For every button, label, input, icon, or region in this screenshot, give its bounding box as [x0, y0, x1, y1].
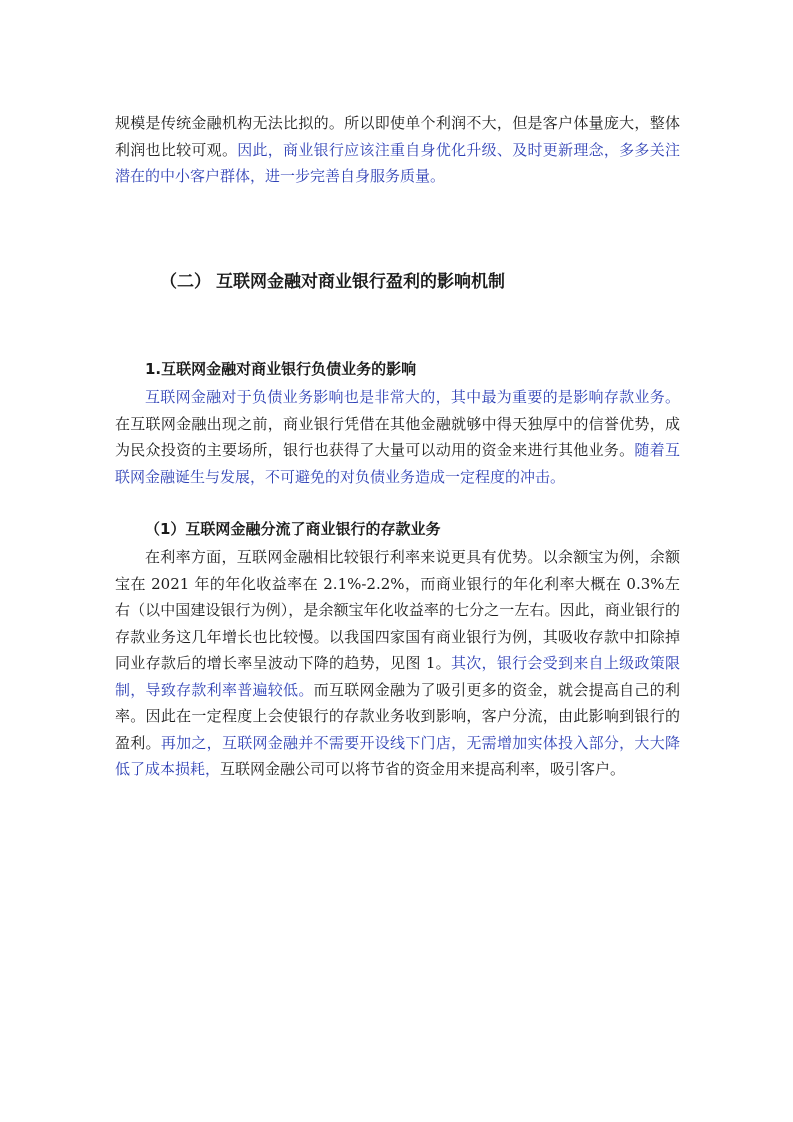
intro-paragraph [115, 110, 680, 190]
liability-highlight-2: 随着互联网金融诞生与发展，不可避免的对负债业务造成一定程度的冲击。 [115, 441, 680, 486]
deposit-paragraph [115, 544, 680, 783]
deposit-text-3: 互联网金融公司可以将节省的资金用来提高利率，吸引客户。 [220, 760, 626, 778]
intro-text: 规模是传统金融机构无法比拟的。所以即使单个利润不大，但是客户体量庞大，整体利润也比较可观。 [115, 114, 680, 159]
liability-highlight-1: 互联网金融对于负债业务影响也是非常大的，其中最为重要的是影响存款业务。 [145, 388, 680, 406]
item-heading: （1）互联网金融分流了商业银行的存款业务 [145, 520, 441, 538]
section-title: 互联网金融对商业银行盈利的影响机制 [216, 272, 505, 292]
section-number: （二） [160, 272, 211, 292]
intro-highlight: 因此，商业银行应该注重自身优化升级、及时更新理念，多多关注潜在的中小客户群体，进一步完善自身服务质量。 [115, 140, 680, 185]
subsection-heading: 1.互联网金融对商业银行负债业务的影响 [145, 360, 417, 378]
deposit-highlight-1: 其次，银行会受到来自上级政策限制，导致存款利率普遍较低。 [115, 654, 680, 699]
liability-paragraph [115, 384, 680, 490]
deposit-text-2: 而互联网金融为了吸引更多的资金，就会提高自己的利率。因此在一定程度上会使银行的存款业务收到影响，客户分流，由此影响到银行的盈利。 [115, 680, 680, 752]
deposit-highlight-2: 再加之，互联网金融并不需要开设线下门店，无需增加实体投入部分，大大降低了成本损耗， [115, 733, 680, 778]
liability-text: 在互联网金融出现之前，商业银行凭借在其他金融就够中得天独厚中的信誉优势，成为民众投资的主要场所，银行也获得了大量可以动用的资金来进行其他业务。 [115, 414, 680, 459]
deposit-text-1: 在利率方面，互联网金融相比较银行利率来说更具有优势。以余额宝为例，余额宝在 2021 年的年化收益率在 2.1%-2.2%，而商业银行的年化利率大概在 0.3%左右（以中国建设银行为例），是余额宝年化收益率的七分之一左右。因此，商业银行的存款业务这几年增长也比较慢。以我国四家国有商业银行为例，其吸收存款中扣除掉同业存款后的增长率呈波动下降的趋势，见图 1。 [115, 548, 680, 672]
section-heading [160, 268, 660, 296]
